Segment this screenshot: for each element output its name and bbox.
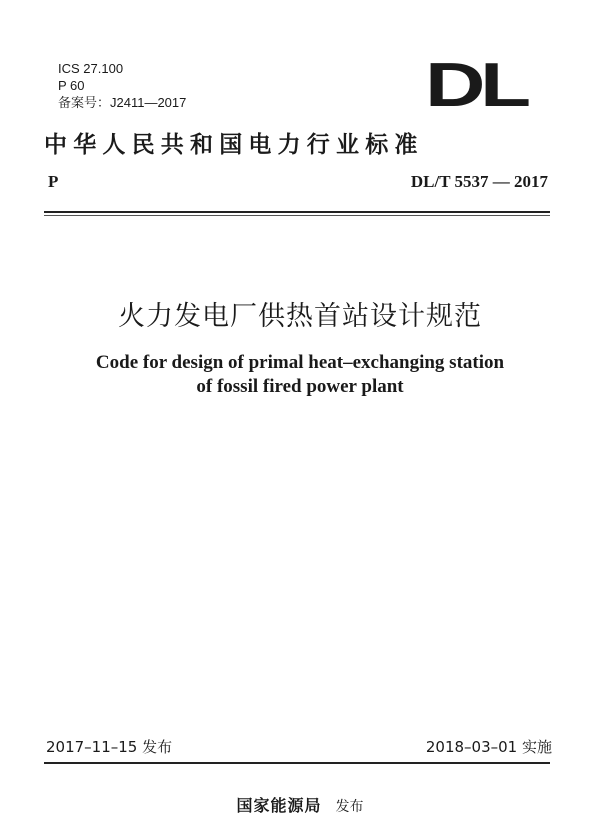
title-english [0,351,600,399]
classification-block [58,60,186,111]
title-english-line1: Code for design of primal heat–exchanging station [95,352,505,373]
ccs-code: P 60 [58,78,85,93]
publisher-action: 发布 [335,799,364,815]
filing-number: 备案号：J2411—2017 [58,95,187,110]
title-chinese: 火力发电厂供热首站设计规范 [118,301,482,332]
title-english-line2: of fossil fired power plant [196,376,404,397]
issue-date: 2017–11–15 发布 [46,738,173,756]
dl-logo: DL [425,51,526,120]
bottom-divider [44,762,550,764]
top-divider-thin [44,215,550,216]
implementation-date: 2018–03–01 实施 [425,738,552,756]
ics-code: ICS 27.100 [58,61,124,76]
standard-type-heading: 中华人民共和国电力行业标准 [44,131,424,158]
standard-code: DL/T 5537 — 2017 [410,172,548,191]
publisher-org: 国家能源局 [236,796,322,815]
publisher-line [0,793,600,816]
top-divider [44,211,550,213]
category-letter: P [48,172,59,191]
